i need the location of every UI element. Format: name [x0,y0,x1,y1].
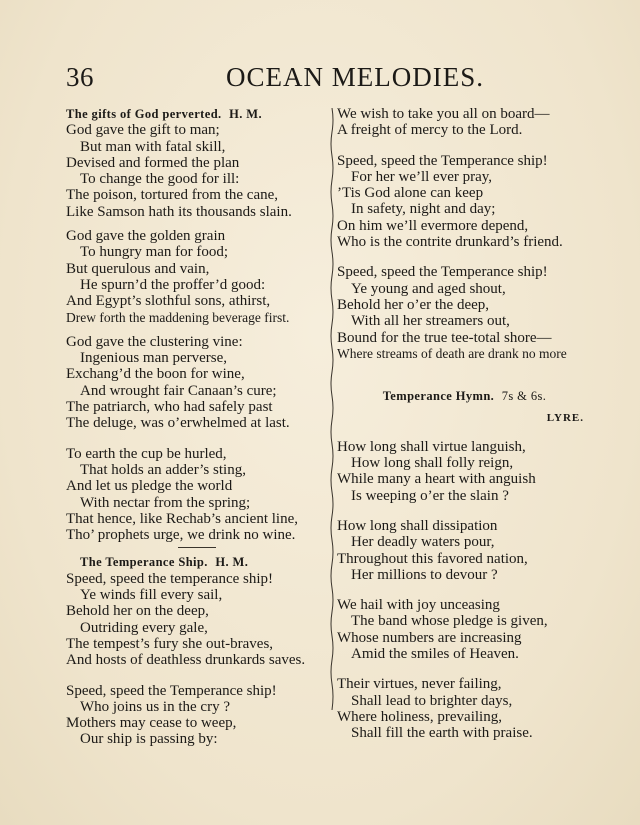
verse-line: Ye young and aged shout, [351,280,506,297]
verse-line: How long shall virtue languish, [337,438,526,455]
verse-line: Who is the contrite drunkard’s friend. [337,234,563,251]
verse-line: A freight of mercy to the Lord. [337,122,523,139]
stanza-gap [337,250,592,264]
verse-line: Behold her on the deep, [66,603,209,620]
verse-line: Mothers may cease to weep, [66,715,237,732]
verse-line: With all her streamers out, [351,313,510,330]
verse-line: Is weeping o’er the slain ? [351,487,509,504]
verse-line: The patriarch, who had safely past [66,399,273,416]
stanza [66,446,328,544]
verse-line: God gave the clustering vine: [66,333,243,350]
column-rule [329,108,335,710]
hymn-meter: 7s & 6s. [501,389,547,404]
stanza-gap [337,583,592,597]
stanza-gap [337,504,592,518]
verse-line: Ingenious man perverse, [80,350,228,367]
verse-line: Our ship is passing by: [80,731,218,748]
verse-line: Their virtues, never failing, [337,676,502,693]
verse-line: God gave the golden grain [66,228,226,245]
tune-name: LYRE. [546,412,584,425]
verse-line: And wrought fair Canaan’s cure; [80,382,277,399]
section-spacer [337,362,592,388]
verse-line: Outriding every gale, [80,619,208,636]
verse-line: Speed, speed the Temperance ship! [66,682,277,699]
verse-line: Speed, speed the Temperance ship! [337,152,548,169]
verse-line: Who joins us in the cry ? [80,698,230,715]
verse-line: Whose numbers are increasing [337,629,522,646]
verse-line: Exchang’d the boon for wine, [66,366,245,383]
verse-line: To earth the cup be hurled, [66,445,227,462]
running-title: OCEAN MELODIES. [226,62,484,92]
verse-line: In safety, night and day; [351,201,496,218]
verse-line: For her we’ll ever pray, [351,168,493,185]
verse-line: How long shall folly reign, [351,455,514,472]
stanza-gap [337,139,592,153]
stanza-gap [66,669,328,683]
verse-line: The deluge, was o’erwhelmed at last. [66,415,290,432]
verse-line: And hosts of deathless drunkards saves. [66,652,306,669]
stanza [337,518,592,583]
verse-line: Like Samson hath its thousands slain. [66,203,292,220]
page-header [66,62,586,96]
stanza [337,597,592,662]
verse-line: Where streams of death are drank no more [337,345,567,361]
verse-line: Speed, speed the temperance ship! [66,570,274,587]
verse-line: ’Tis God alone can keep [337,185,484,202]
stanza-gap [66,326,328,334]
verse-line: To change the good for ill: [80,171,240,188]
verse-line: To hungry man for food; [80,244,229,261]
stanza [66,571,328,669]
verse-line: Behold her o’er the deep, [337,296,490,313]
section-divider [178,547,216,548]
hymn-title [66,554,328,570]
left-column [66,106,328,748]
hymn-meter: H. M. [215,555,249,570]
verse-line: Bound for the true tee-total shore— [337,329,552,346]
stanza [337,439,592,504]
column-rule-ornament [329,108,335,710]
verse-line: Tho’ prophets urge, we drink no wine. [66,527,296,544]
verse-line: We wish to take you all on board— [337,106,550,122]
verse-line: How long shall dissipation [337,517,498,534]
verse-line: Ye winds fill every sail, [80,587,223,604]
verse-line: And let us pledge the world [66,478,233,495]
verse-line: Shall fill the earth with praise. [351,725,533,742]
verse-line: Her deadly waters pour, [351,534,495,551]
hymn-title-text: The Temperance Ship. [80,555,208,570]
verse-line: Shall lead to brighter days, [351,692,513,709]
verse-line: God gave the gift to man; [66,122,220,139]
stanza-gap [337,662,592,676]
stanza [66,683,328,748]
verse-line: He spurn’d the proffer’d good: [80,276,266,293]
verse-line: Amid the smiles of Heaven. [351,646,519,663]
stanza [66,122,328,220]
hymn-title-text: Temperance Hymn. [382,389,495,404]
verse-line: Throughout this favored nation, [337,550,528,567]
verse-line: That holds an adder’s sting, [80,461,246,478]
hymn-title-text: The gifts of God perverted. [66,107,222,121]
section-spacer [337,427,592,439]
verse-line: With nectar from the spring; [80,494,251,511]
verse-line: The tempest’s fury she out-braves, [66,635,274,652]
verse-line: The poison, tortured from the cane, [66,187,279,204]
verse-line: And Egypt’s slothful sons, athirst, [66,293,271,310]
stanza-gap [66,432,328,446]
verse-line: The band whose pledge is given, [351,613,548,630]
verse-line: Drew forth the maddening beverage first. [66,309,290,325]
verse-line: On him we’ll evermore depend, [337,217,529,234]
verse-line: While many a heart with anguish [337,471,536,488]
verse-line: But querulous and vain, [66,260,210,277]
verse-line: Her millions to devour ? [351,566,498,583]
verse-line: That hence, like Rechab’s ancient line, [66,510,298,527]
stanza [66,334,328,432]
hymn-meter: H. M. [229,107,263,121]
right-column [337,106,592,742]
page-number: 36 [66,62,94,92]
stanza [66,228,328,326]
hymn-title [337,388,592,404]
hymn-title [66,106,328,122]
verse-line: But man with fatal skill, [80,138,226,155]
verse-line: Where holiness, prevailing, [337,708,502,725]
stanza-gap [66,220,328,228]
stanza [337,106,592,139]
verse-line: Devised and formed the plan [66,154,240,171]
stanza [337,153,592,251]
stanza [337,676,592,741]
stanza [337,264,592,362]
verse-line: Speed, speed the Temperance ship! [337,264,548,281]
verse-line: We hail with joy unceasing [337,597,500,614]
